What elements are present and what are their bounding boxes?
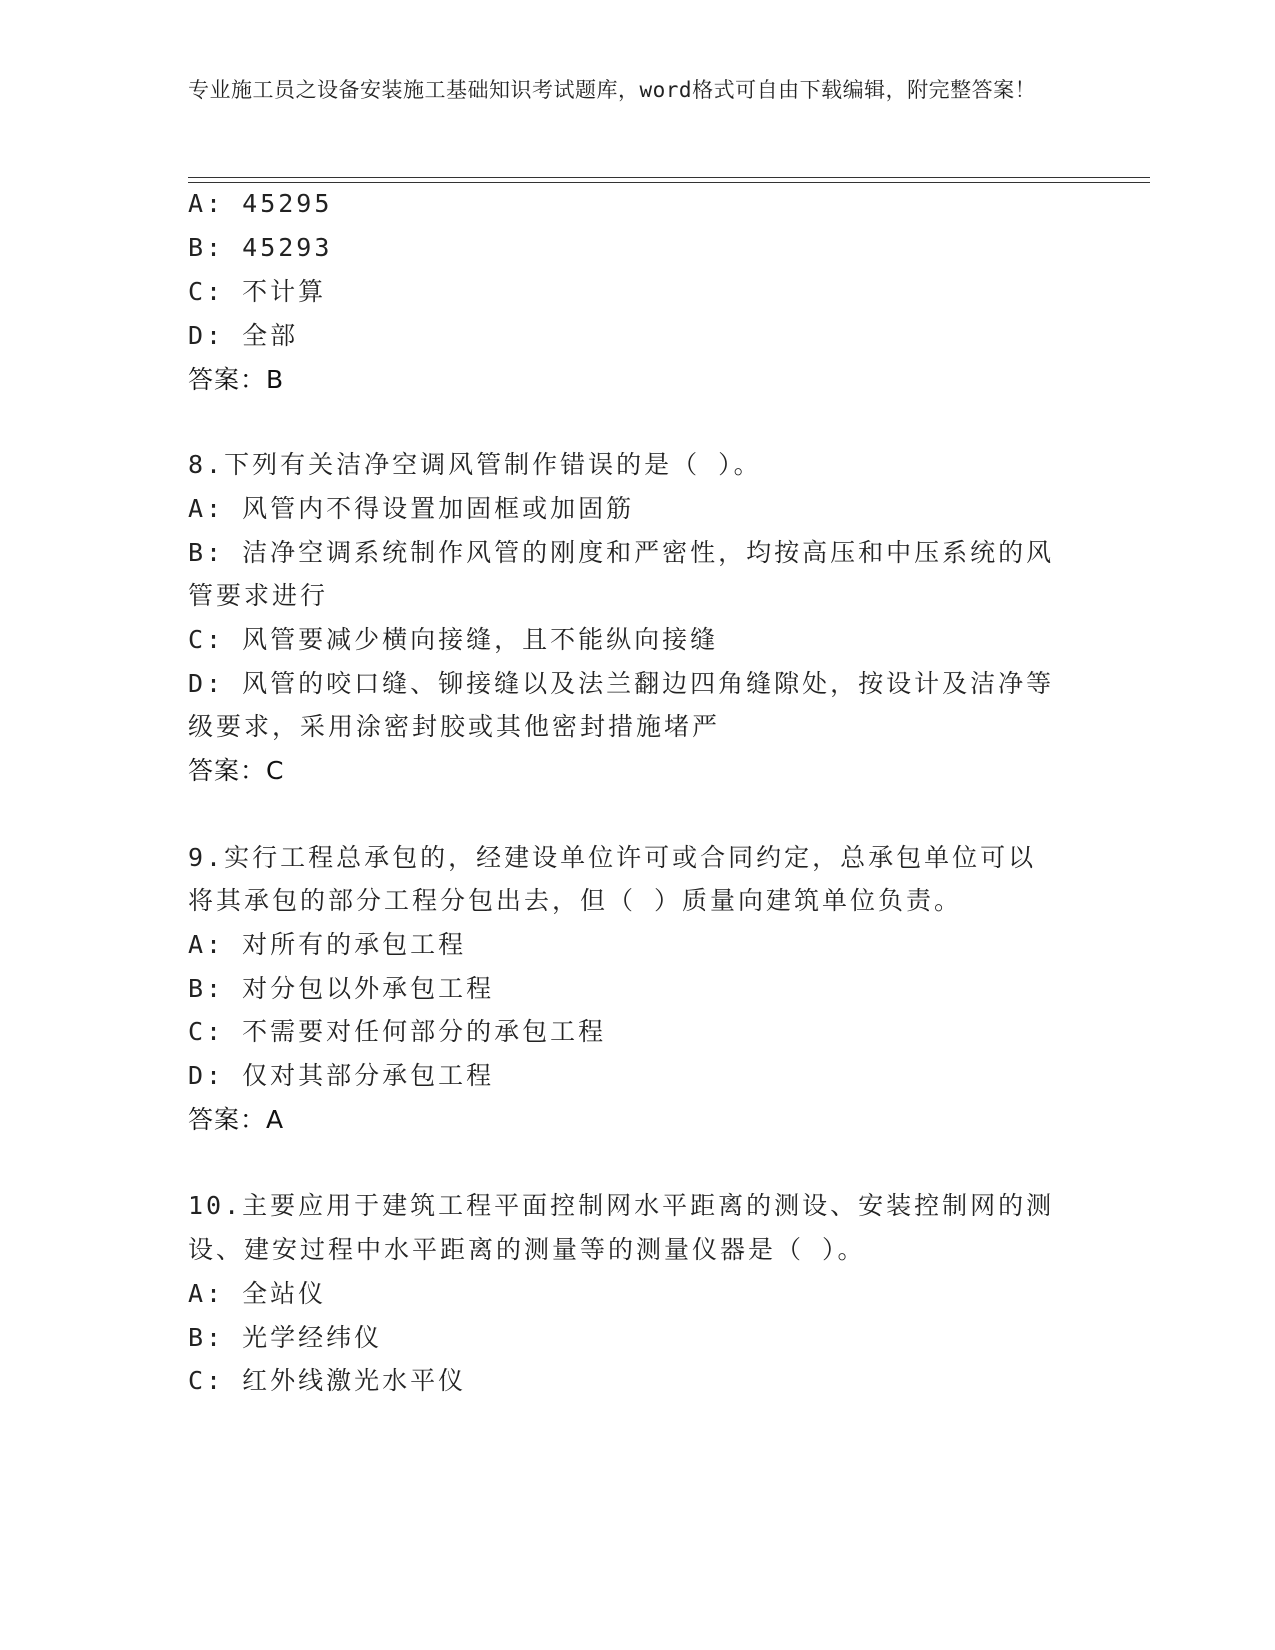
q9-option-a: A: 对所有的承包工程: [188, 930, 467, 959]
q9-question-line2: 将其承包的部分工程分包出去，但（ ）质量向建筑单位负责。: [188, 886, 963, 915]
q8-option-c: C: 风管要减少横向接缝，且不能纵向接缝: [188, 625, 719, 654]
q8-question: 8.下列有关洁净空调风管制作错误的是（ ）。: [188, 450, 762, 479]
q8-option-d-line2: 级要求，采用涂密封胶或其他密封措施堵严: [188, 712, 721, 741]
q9-question-line1: 9.实行工程总承包的，经建设单位许可或合同约定，总承包单位可以: [188, 843, 1037, 872]
q10-option-c: C: 红外线激光水平仪: [188, 1366, 467, 1395]
q7-option-c: C: 不计算: [188, 277, 327, 306]
q8-option-b-line1: B: 洁净空调系统制作风管的刚度和严密性，均按高压和中压系统的风: [188, 538, 1055, 567]
q10-option-b: B: 光学经纬仪: [188, 1323, 383, 1352]
q9-option-d: D: 仅对其部分承包工程: [188, 1061, 495, 1090]
q9-option-c: C: 不需要对任何部分的承包工程: [188, 1017, 607, 1046]
document-header: 专业施工员之设备安装施工基础知识考试题库，word格式可自由下载编辑，附完整答案！: [188, 78, 1037, 102]
q7-answer: 答案：B: [188, 365, 285, 394]
q10-question-line1: 10.主要应用于建筑工程平面控制网水平距离的测设、安装控制网的测: [188, 1191, 1055, 1220]
q8-option-d-line1: D: 风管的咬口缝、铆接缝以及法兰翻边四角缝隙处，按设计及洁净等: [188, 669, 1055, 698]
q7-option-b: B: 45293: [188, 233, 333, 262]
q9-option-b: B: 对分包以外承包工程: [188, 974, 495, 1003]
header-divider-top: [188, 177, 1150, 178]
q9-answer: 答案：A: [188, 1105, 285, 1134]
header-divider-bottom: [188, 182, 1150, 183]
q8-option-a: A: 风管内不得设置加固框或加固筋: [188, 494, 635, 523]
q8-option-b-line2: 管要求进行: [188, 581, 329, 610]
q8-answer: 答案：C: [188, 756, 285, 785]
q7-option-d: D: 全部: [188, 321, 299, 350]
q10-option-a: A: 全站仪: [188, 1279, 327, 1308]
q10-question-line2: 设、建安过程中水平距离的测量等的测量仪器是（ ）。: [188, 1235, 866, 1264]
q7-option-a: A: 45295: [188, 189, 333, 218]
